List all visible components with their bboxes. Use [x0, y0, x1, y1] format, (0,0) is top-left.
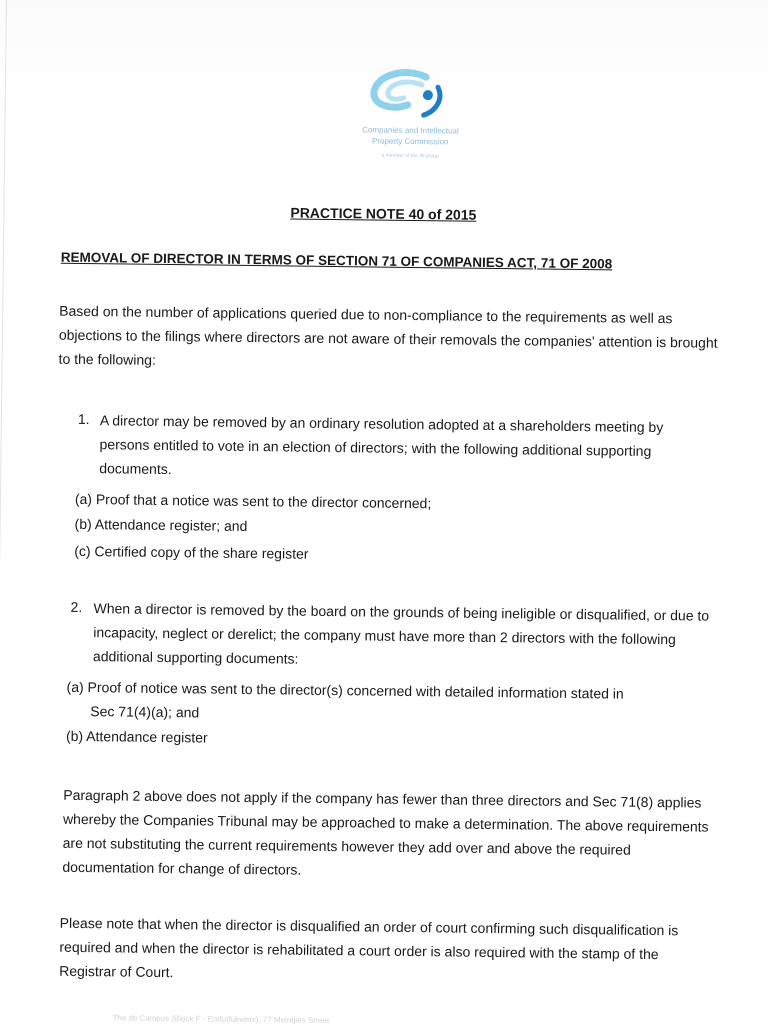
item1-sub-a: (a) Proof that a notice was sent to the director concerned; — [74, 490, 432, 512]
footer-address: The dti Campus (Block F - Entfutfukweni), 77 Meintjies Street — [112, 1013, 330, 1026]
item1-number: 1. — [77, 410, 90, 428]
court-order-note: Please note that when the director is disqualified an order of court confirming such disqualification is required and when the director is rehabilitated a court order is also required with the stamp of the Registrar of Court. — [59, 914, 679, 981]
org-tagline: a member of the dti group — [381, 152, 439, 160]
item2-sub-a-line1: (a) Proof of notice was sent to the director(s) concerned with detailed information stated in — [66, 678, 624, 702]
paragraph-2-note: Paragraph 2 above does not apply if the company has fewer than three directors and Sec 71(8) applies whereby the Companies Tribunal may be approached to make a determination. The above requirements are not substituting the current requirements however they add over and above the required documentation for change of directors. — [62, 786, 709, 878]
item2-sub-b: (b) Attendance register — [65, 727, 208, 746]
document-subtitle: REMOVAL OF DIRECTOR IN TERMS OF SECTION 71 OF COMPANIES ACT, 71 OF 2008 — [60, 249, 613, 272]
item1-sub-b: (b) Attendance register; and — [74, 515, 248, 534]
intro-paragraph: Based on the number of applications queried due to non-compliance to the requirements as well as objections to the filings where directors are not aware of their removals the companies' attention is brought to the following: — [58, 302, 718, 368]
cipc-logo-icon — [366, 64, 457, 121]
item1-text: A director may be removed by an ordinary resolution adopted at a shareholders meeting by persons entitled to vote in an election of directors; with the following additional supporting documents. — [99, 412, 664, 478]
org-name — [335, 124, 485, 148]
item2-sub-a-line2: Sec 71(4)(a); and — [90, 703, 200, 721]
item2-number: 2. — [70, 598, 83, 615]
item2-text: When a director is removed by the board on the grounds of being ineligible or disqualified, or due to incapacity, neglect or derelict; the company must have more than 2 directors with the following additional supporting documents: — [92, 600, 710, 667]
item1-sub-c: (c) Certified copy of the share register — [74, 542, 309, 562]
cipc-logo — [335, 64, 486, 160]
document-title: PRACTICE NOTE 40 of 2015 — [290, 204, 477, 223]
org-name-line2: Property Commission — [372, 136, 449, 147]
org-name-line1: Companies and Intellectual — [362, 125, 459, 136]
